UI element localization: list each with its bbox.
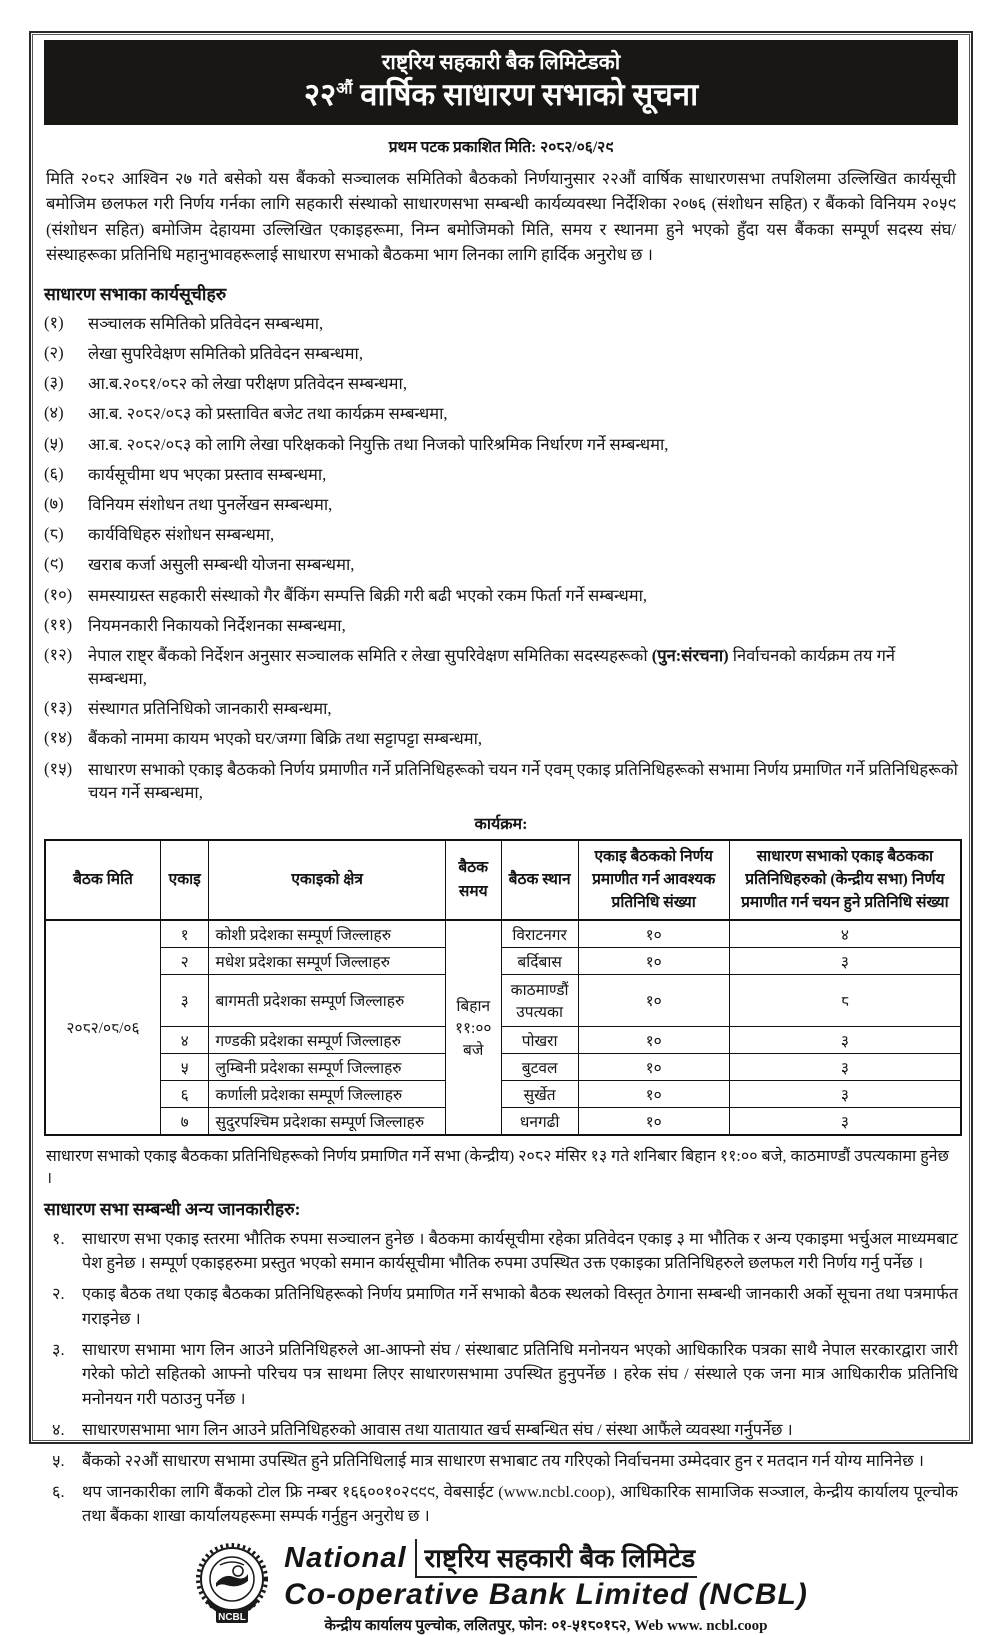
agenda-item: (४) आ.ब. २०८२/०८३ को प्रस्तावित बजेट तथा कार्यक्रम सम्बन्धमा, — [44, 403, 448, 424]
notice-page — [29, 31, 973, 1634]
info-item: ३. साधारण सभामा भाग लिन आउने प्रतिनिधिहरुले आ-आफ्नो संघ / संस्थाबाट प्रतिनिधि मनोनयन भएको आधिकारिक पत्रका साथै नेपाल सरकारद्वारा जारी गरेको फोटो सहितको आफ्नो परिचय पत्र साथमा लिएर साधारणसभामा उपस्थित हुनुपर्नेछ । हरेक संघ / संस्थाले एक जना मात्र आधिकारीक प्रतिनिधि मनोनयन गरी पठाउनु पर्नेछ । — [52, 1339, 958, 1408]
table-row: ५ लुम्बिनी प्रदेशका सम्पूर्ण जिल्लाहरु बुटवल १० ३ — [45, 1053, 961, 1080]
meeting-time-cell: बिहान ११:०० बजे — [445, 920, 501, 1135]
intro-paragraph: मिति २०८२ आश्विन २७ गते बसेको यस बैंकको सञ्चालक समितिको बैठकको निर्णयानुसार २२औं वार्षिक साधारणसभा तपशिलमा उल्लिखित कार्यसूची बमोजिम छलफल गरी निर्णय गर्नका लागि सहकारी संस्थाको साधारणसभा सम्बन्धी कार्यव्यवस्था निर्देशिका २०७६ (संशोधन सहित) र बैंकको विनियम २०५९ (संशोधन सहित) बमोजिम देहायमा उल्लिखित एकाइहरूमा, निम्न बमोजिमको मिति, समय र स्थानमा हुने भएको हुँदा यस बैंकका सम्पूर्ण सदस्य संघ/संस्थाहरूका प्रतिनिधि महानुभावहरूलाई साधारण सभाको बैठकमा भाग लिनका लागि हार्दिक अनुरोध छ । — [46, 168, 956, 265]
agenda-item: (८) कार्यविधिहरु संशोधन सम्बन्धमा, — [44, 524, 275, 545]
info-item: ४. साधारणसभामा भाग लिन आउने प्रतिनिधिहरुको आवास तथा यातायात खर्च सम्बन्धित संघ / संस्था आफैंले व्यवस्था गर्नुपर्नेछ । — [52, 1419, 793, 1439]
title-number: २२ — [303, 77, 337, 113]
title-ordinal-sup: औं — [336, 80, 353, 98]
notice-title — [48, 77, 954, 113]
title-banner — [44, 40, 958, 125]
agenda-item: (१५) साधारण सभाको एकाइ बैठकको निर्णय प्रमाणीत गर्ने प्रतिनिधिहरूको चयन गर्ने एवम् एकाइ प्रतिनिधिहरूको सभामा निर्णय प्रमाणित गर्ने प्रतिनिधिहरूको चयन गर्ने सम्बन्धमा, — [44, 758, 958, 802]
info-item: ५. बैंकको २२औं साधारण सभामा उपस्थित हुने प्रतिनिधिलाई मात्र साधारण सभाबाट तय गरिएको निर्वाचनमा उम्मेदवार हुन र मतदान गर्न योग्य मानिनेछ । — [52, 1450, 924, 1470]
logo-text: NCBL — [218, 1612, 247, 1624]
table-row: २ मधेश प्रदेशका सम्पूर्ण जिल्लाहरु बर्दिबास १० ३ — [45, 947, 961, 974]
agenda-item: (९) खराब कर्जा असुली सम्बन्धी योजना सम्बन्धमा, — [44, 554, 355, 575]
agenda-item: (३) आ.ब.२०८१/०८२ को लेखा परीक्षण प्रतिवेदन सम्बन्धमा, — [44, 373, 407, 394]
agenda-item: (१) सञ्चालक समितिको प्रतिवेदन सम्बन्धमा, — [44, 312, 324, 333]
bank-letterhead — [44, 1539, 958, 1635]
col-header-venue: बैठक स्थान — [501, 840, 578, 920]
table-row: ३ बागमती प्रदेशका सम्पूर्ण जिल्लाहरु काठमाण्डौं उपत्यका १० ८ — [45, 974, 961, 1026]
program-table — [44, 839, 962, 1136]
agenda-heading: साधारण सभाका कार्यसूचीहरु — [44, 283, 227, 304]
agenda-list — [44, 313, 958, 804]
table-row: २०८२/०८/०६ १ कोशी प्रदेशका सम्पूर्ण जिल्लाहरु बिहान ११:०० बजे विराटनगर १० ४ — [45, 920, 961, 948]
col-header-region: एकाइको क्षेत्र — [209, 840, 445, 920]
col-header-delegates: साधारण सभाको एकाइ बैठकका प्रतिनिधिहरुको (केन्द्रीय सभा) निर्णय प्रमाणीत गर्न चयन हुने प्रतिनिधि संख्या — [729, 840, 961, 920]
program-title: कार्यक्रम: — [474, 815, 528, 833]
info-list — [44, 1227, 958, 1529]
bank-name-line: राष्ट्रिय सहकारी बैक लिमिटेडको — [381, 50, 621, 74]
agenda-item: (१०) समस्याग्रस्त सहकारी संस्थाको गैर बैंकिंग सम्पत्ति बिक्री गरी बढी भएको रकम फिर्ता गर्ने सम्बन्धमा, — [44, 584, 648, 605]
bank-name-english-bottom: Co-operative Bank Limited (NCBL) — [284, 1577, 808, 1611]
bank-address: केन्द्रीय कार्यालय पुल्चोक, ललितपुर, फोन: ०१-५१८०१८२, Web www. ncbl.coop — [324, 1617, 768, 1634]
table-row: ७ सुदुरपश्चिम प्रदेशका सम्पूर्ण जिल्लाहरु धनगढी १० ३ — [45, 1107, 961, 1135]
col-header-quorum: एकाइ बैठकको निर्णय प्रमाणीत गर्न आवश्यक प्रतिनिधि संख्या — [578, 840, 729, 920]
title-rest: वार्षिक साधारण सभाको सूचना — [352, 77, 699, 113]
bank-name-english-top: National — [284, 1541, 407, 1574]
bank-name-nepali: राष्ट्रिय सहकारी बैक लिमिटेड — [415, 1539, 698, 1578]
info-heading: साधारण सभा सम्बन्धी अन्य जानकारीहरु: — [44, 1198, 301, 1219]
ncbl-logo-icon — [194, 1541, 270, 1632]
table-row: ४ गण्डकी प्रदेशका सम्पूर्ण जिल्लाहरु पोखरा १० ३ — [45, 1026, 961, 1053]
agenda-item: (१२) नेपाल राष्ट्र बैंकको निर्देशन अनुसार सञ्चालक समिति र लेखा सुपरिवेक्षण समितिका सदस्यहरूको (पुन:संरचना) निर्वाचनको कार्यक्रम तय गर्ने सम्बन्धमा, — [44, 644, 896, 688]
info-item: २. एकाइ बैठक तथा एकाइ बैठकका प्रतिनिधिहरूको निर्णय प्रमाणित गर्ने सभाको बैठक स्थलको विस्तृत ठेगाना सम्बन्धी जानकारी अर्को सूचना तथा पत्रमार्फत गराइनेछ । — [52, 1284, 958, 1328]
col-header-time: बैठक समय — [445, 840, 501, 920]
meeting-date-cell: २०८२/०८/०६ — [45, 920, 160, 1135]
agenda-item: (११) नियमनकारी निकायको निर्देशनका सम्बन्धमा, — [44, 614, 346, 635]
central-assembly-note: साधारण सभाको एकाइ बैठकका प्रतिनिधिहरूको निर्णय प्रमाणित गर्ने सभा (केन्द्रीय) २०८२ मंसिर १३ गते शनिबार बिहान ११:०० बजे, काठमाण्डौं उपत्यकामा हुनेछ । — [46, 1147, 949, 1187]
published-date: प्रथम पटक प्रकाशित मिति: २०८२/०६/२९ — [388, 138, 614, 156]
agenda-item: (१३) संस्थागत प्रतिनिधिको जानकारी सम्बन्धमा, — [44, 698, 332, 719]
col-header-unit: एकाइ — [160, 840, 209, 920]
info-item: ६. थप जानकारीका लागि बैंकको टोल फ्रि नम्बर १६६००१०२९९९, वेबसाईट (www.ncbl.coop), आधिकारिक सामाजिक सञ्जाल, केन्द्रीय कार्यालय पूल्चोक तथा बैंकका शाखा कार्यालयहरूमा सम्पर्क गर्नुहुन अनुरोध छ । — [52, 1481, 958, 1526]
info-item: १. साधारण सभा एकाइ स्तरमा भौतिक रुपमा सञ्चालन हुनेछ । बैठकमा कार्यसूचीमा रहेका प्रतिवेदन एकाइ ३ मा भौतिक र अन्य एकाइमा भर्चुअल माध्यमबाट पेश हुनेछ । सम्पूर्ण एकाइहरुमा प्रस्तुत भएको समान कार्यसूचीमा भौतिक रुपमा उपस्थित उक्त एकाइका प्रतिनिधिहरुले छलफल गरी निर्णय गर्नु पर्नेछ । — [52, 1228, 958, 1273]
agenda-item: (७) विनियम संशोधन तथा पुनर्लेखन सम्बन्धमा, — [44, 494, 333, 515]
table-header-row — [45, 840, 961, 920]
agenda-item: (१४) बैंकको नाममा कायम भएको घर/जग्गा बिक्रि तथा सट्टापट्टा सम्बन्धमा, — [44, 728, 483, 749]
bank-name-block — [284, 1539, 808, 1635]
restructure-bold: (पुन:संरचना) — [651, 645, 729, 665]
agenda-item: (५) आ.ब. २०८२/०८३ को लागि लेखा परिक्षकको नियुक्ति तथा निजको पारिश्रमिक निर्धारण गर्ने सम्बन्धमा, — [44, 433, 669, 454]
agenda-item: (२) लेखा सुपरिवेक्षण समितिको प्रतिवेदन सम्बन्धमा, — [44, 343, 363, 364]
col-header-date: बैठक मिति — [45, 840, 160, 920]
agenda-item: (६) कार्यसूचीमा थप भएका प्रस्ताव सम्बन्धमा, — [44, 463, 327, 484]
table-row: ६ कर्णाली प्रदेशका सम्पूर्ण जिल्लाहरु सुर्खेत १० ३ — [45, 1080, 961, 1107]
